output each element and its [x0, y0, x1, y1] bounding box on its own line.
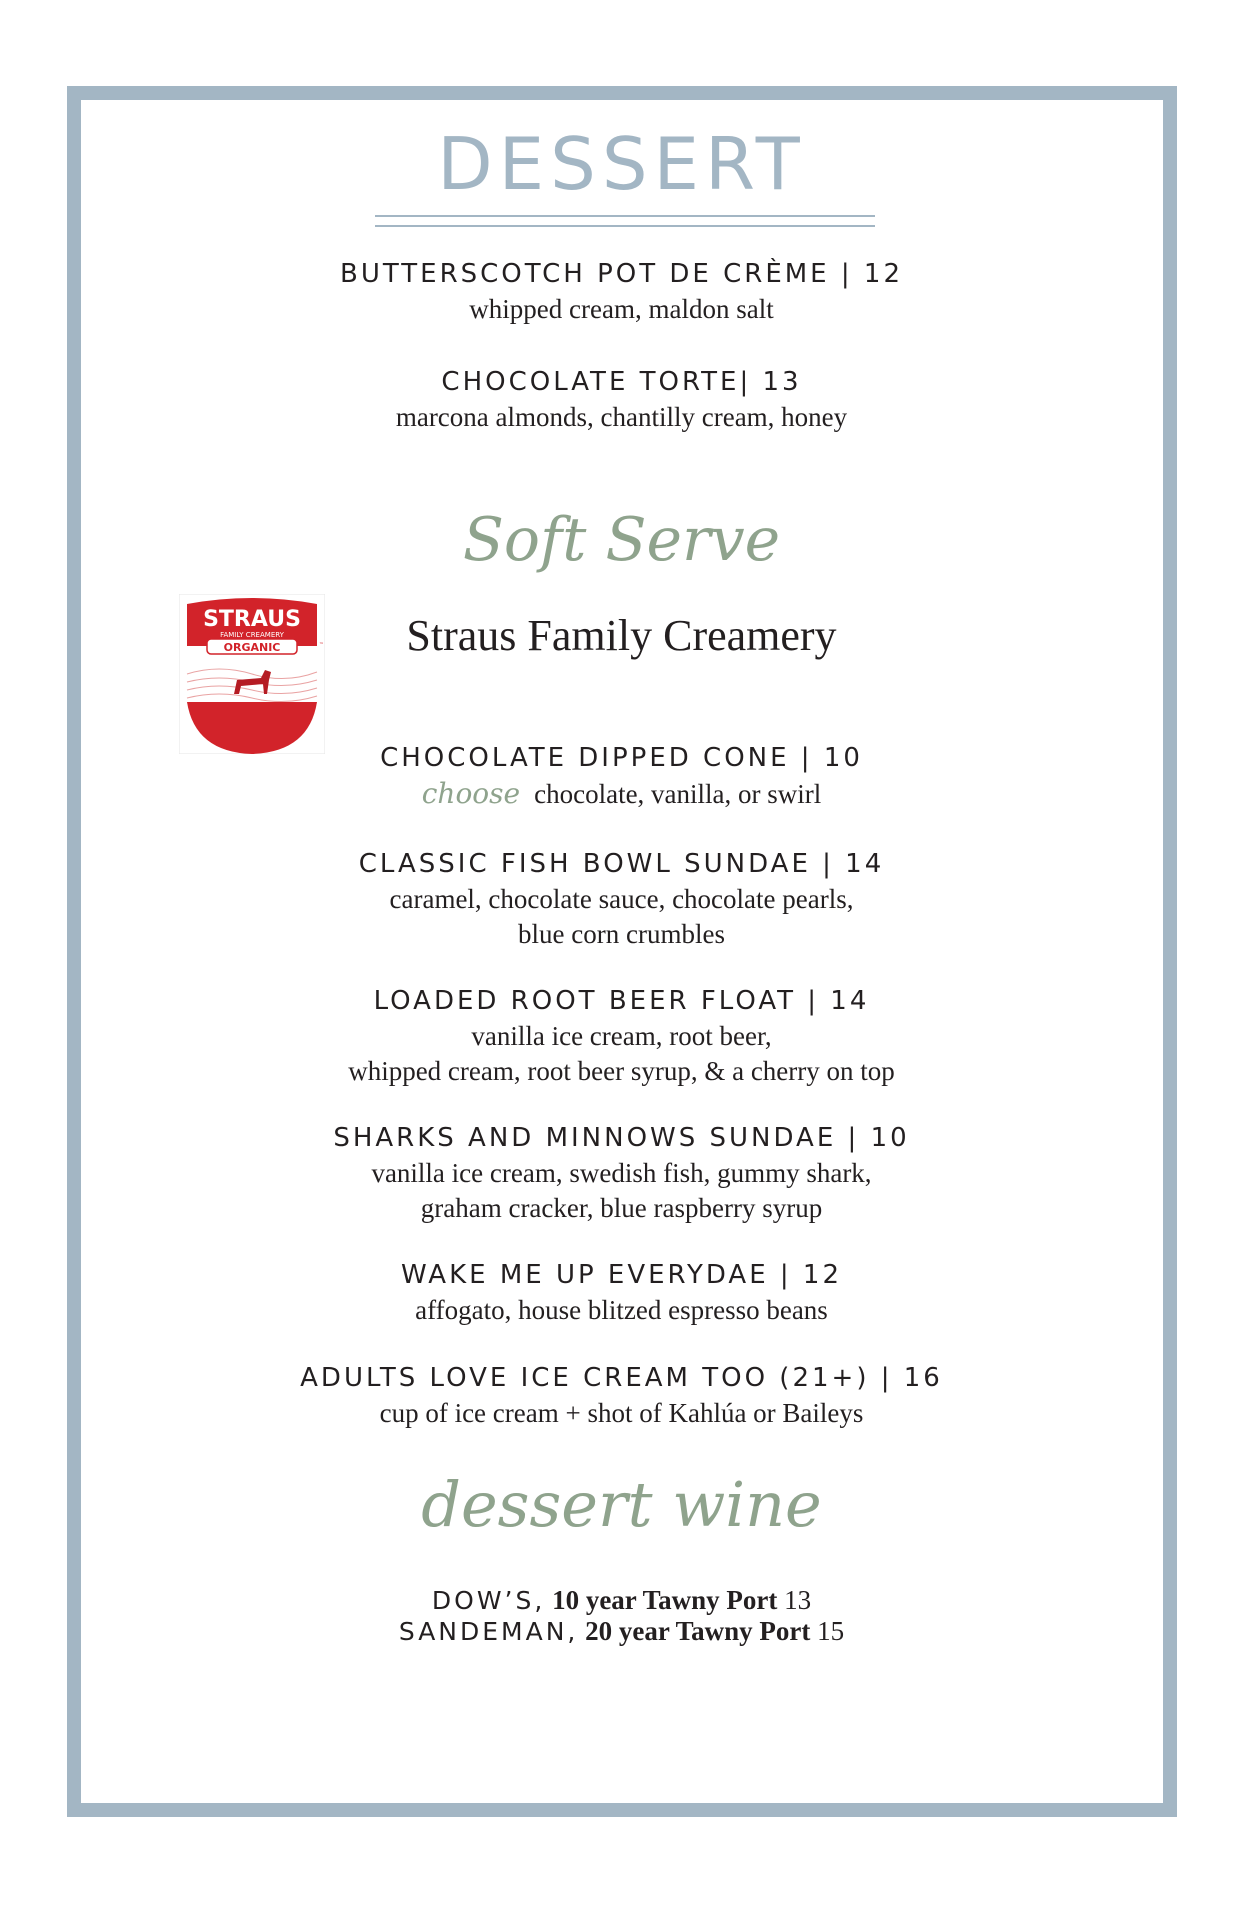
menu-title: DESSERT — [437, 122, 806, 206]
item-description: whipped cream, maldon salt — [469, 294, 774, 324]
wine-item — [0, 1584, 1243, 1617]
dessert-wine-heading: dessert wine — [421, 1468, 822, 1541]
soft-serve-item — [0, 1360, 1243, 1431]
wine-description: 10 year Tawny Port — [552, 1585, 778, 1615]
dessert-item — [0, 256, 1243, 327]
soft-serve-item — [0, 1120, 1243, 1226]
choose-label: choose — [421, 777, 521, 810]
item-name: CLASSIC FISH BOWL SUNDAE | 14 — [358, 849, 885, 879]
item-name: BUTTERSCOTCH POT DE CRÈME | 12 — [339, 259, 903, 289]
item-description: choose chocolate, vanilla, or swirl — [421, 777, 822, 810]
creamery-name: Straus Family Creamery — [406, 611, 837, 660]
soft-serve-item — [0, 740, 1243, 812]
logo-organic: ORGANIC — [223, 641, 281, 654]
item-name: CHOCOLATE DIPPED CONE | 10 — [380, 743, 863, 773]
item-name: SHARKS AND MINNOWS SUNDAE | 10 — [333, 1123, 910, 1153]
soft-serve-item — [0, 846, 1243, 952]
item-description: affogato, house blitzed espresso beans — [415, 1295, 828, 1325]
item-name: CHOCOLATE TORTE| 13 — [441, 367, 802, 397]
logo-sub: FAMILY CREAMERY — [220, 631, 284, 639]
title-rule-top — [375, 215, 875, 217]
item-description: marcona almonds, chantilly cream, honey — [395, 402, 848, 432]
item-name: LOADED ROOT BEER FLOAT | 14 — [373, 986, 870, 1016]
soft-serve-heading: Soft Serve — [462, 505, 781, 575]
item-name: ADULTS LOVE ICE CREAM TOO (21+) | 16 — [300, 1363, 943, 1393]
item-description: vanilla ice cream, root beer, — [471, 1021, 772, 1051]
soft-serve-item — [0, 1257, 1243, 1328]
svg-text:™: ™ — [319, 642, 324, 648]
wine-description: 20 year Tawny Port — [585, 1616, 811, 1646]
item-description: cup of ice cream + shot of Kahlúa or Baileys — [379, 1398, 864, 1428]
item-description: vanilla ice cream, swedish fish, gummy shark, — [371, 1158, 872, 1188]
item-description: caramel, chocolate sauce, chocolate pearls, — [389, 884, 854, 914]
wine-item — [0, 1615, 1243, 1648]
item-description-line2: graham cracker, blue raspberry syrup — [420, 1193, 823, 1223]
item-description-line2: blue corn crumbles — [518, 919, 725, 949]
wine-brand: DOW’S, — [431, 1586, 546, 1615]
logo-brand: STRAUS — [203, 607, 301, 632]
wine-brand: SANDEMAN, — [398, 1617, 579, 1646]
item-description-line2: whipped cream, root beer syrup, & a cherry on top — [348, 1056, 895, 1086]
dessert-item — [0, 364, 1243, 435]
wine-price: 15 — [817, 1616, 845, 1646]
item-name: WAKE ME UP EVERYDAE | 12 — [401, 1260, 842, 1290]
wine-price: 13 — [784, 1585, 812, 1615]
title-rule-bottom — [375, 225, 875, 227]
soft-serve-item — [0, 983, 1243, 1089]
